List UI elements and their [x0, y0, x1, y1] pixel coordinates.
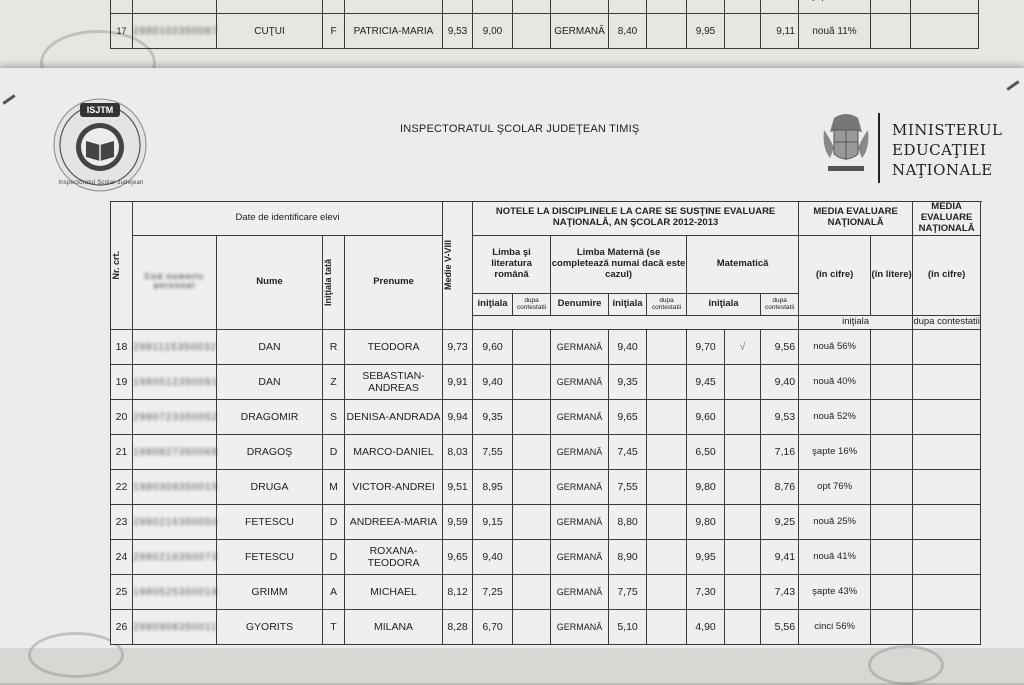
lm-denumire-cell: GERMANĂ	[551, 574, 609, 609]
lm-denumire-cell: GERMANĂ	[551, 504, 609, 539]
initiala-cell: T	[323, 609, 345, 644]
ministry-divider	[878, 113, 880, 183]
media-cifre-cell: 9,25	[761, 504, 799, 539]
media-litere-cell: nouă 56%	[799, 329, 871, 364]
header-media-en-dupa: MEDIA EVALUARE NAŢIONALĂ	[913, 202, 981, 236]
previous-page-table	[110, 0, 979, 49]
media-cifre-cell: 9,40	[761, 364, 799, 399]
coat-of-arms-icon	[816, 108, 876, 180]
lm-dupa-cell	[647, 364, 687, 399]
media-cifre-cell: 9,56	[761, 329, 799, 364]
lm-initiala-cell: 8,80	[609, 504, 647, 539]
header-mate-initiala: iniţiala	[687, 293, 761, 315]
header-date-identificare: Date de identificare elevi	[133, 202, 443, 236]
ministry-name: MINISTERUL EDUCAŢIEI NAŢIONALE	[892, 121, 1003, 179]
lm-dupa-cell	[647, 609, 687, 644]
media-cifre-dupa-cell	[871, 434, 913, 469]
table-row	[111, 329, 981, 364]
lr-dupa-cell	[513, 434, 551, 469]
media-cifre-dupa-cell	[871, 539, 913, 574]
nume-cell: FETESCU	[217, 539, 323, 574]
prenume-cell: MILANA	[345, 609, 443, 644]
medie-cell: 8,03	[443, 434, 473, 469]
header-initiala-media: iniţiala	[799, 315, 913, 329]
mate-dupa-cell	[725, 574, 761, 609]
medie-cell: 9,94	[443, 399, 473, 434]
grades-table	[110, 201, 981, 645]
lr-dupa-cell	[513, 574, 551, 609]
mate-initiala-cell: 9,70	[687, 329, 725, 364]
lm-initiala-cell: 9,40	[609, 329, 647, 364]
lm-denumire-cell: GERMANĂ	[551, 469, 609, 504]
lm-initiala-cell: 5,10	[609, 609, 647, 644]
medie-cell: 9,91	[443, 364, 473, 399]
prenume-cell: DENISA-ANDRADA	[345, 399, 443, 434]
mate-dupa-cell: √	[725, 329, 761, 364]
lr-initiala-cell: 9,40	[473, 539, 513, 574]
media-litere-dupa-cell	[913, 469, 981, 504]
row-number: 22	[111, 469, 133, 504]
prenume-cell: TEODORA	[345, 329, 443, 364]
lr-initiala-cell: 9,60	[473, 329, 513, 364]
header-nume: Nume	[217, 235, 323, 329]
mate-initiala-cell: 9,80	[687, 504, 725, 539]
cnp-cell: 2980908350011	[133, 609, 217, 644]
media-cifre-cell: 5,56	[761, 609, 799, 644]
nume-cell: DAN	[217, 364, 323, 399]
media-litere-cell: şapte 16%	[799, 434, 871, 469]
media-litere-dupa-cell	[913, 574, 981, 609]
media-litere-cell: nouă 25%	[799, 504, 871, 539]
lm-denumire-cell: GERMANĂ	[551, 434, 609, 469]
mate-initiala-cell: 9,60	[687, 399, 725, 434]
lr-dupa-cell	[513, 399, 551, 434]
mate-initiala-cell: 9,45	[687, 364, 725, 399]
media-litere-cell: şapte 43%	[799, 574, 871, 609]
media-litere-cell: cinci 56%	[799, 609, 871, 644]
lr-initiala-cell: 7,25	[473, 574, 513, 609]
lm-denumire-cell: GERMANĂ	[551, 609, 609, 644]
media-litere-cell: opt 76%	[799, 469, 871, 504]
medie-cell: 9,65	[443, 539, 473, 574]
header-limba-materna: Limba Maternă (se completează numai dacă este cazul)	[551, 235, 687, 293]
mate-dupa-cell	[725, 399, 761, 434]
lr-initiala-cell: 9,15	[473, 504, 513, 539]
cnp-cell: 1980525350018	[133, 574, 217, 609]
cnp-cell: 1980512350091	[133, 364, 217, 399]
header-media-en: MEDIA EVALUARE NAŢIONALĂ	[799, 202, 913, 236]
media-cifre-cell: 8,76	[761, 469, 799, 504]
lr-initiala-cell: 9,35	[473, 399, 513, 434]
header-lm-initiala: iniţiala	[609, 293, 647, 315]
nume-cell: FETESCU	[217, 504, 323, 539]
logo-ring-text: Inspectoratul Şcolar Judeţean	[58, 180, 144, 186]
logo-label: ISJTM	[86, 105, 114, 115]
cnp-cell: 2980216350073	[133, 539, 217, 574]
header-dupa-contestatii: dupa contestatii	[913, 315, 981, 329]
header-limba-romana: Limba şi literatura română	[473, 235, 551, 293]
header-medie: Medie V-VIII	[443, 202, 473, 330]
lm-initiala-cell: 7,75	[609, 574, 647, 609]
lm-dupa-cell	[647, 539, 687, 574]
table-row: 17 2980102350087 CUŢUI F PATRICIA-MARIA 9,53 9,00 GERMANĂ 8,40 9,95 9,11 nouă 11%	[111, 14, 979, 49]
mate-dupa-cell	[725, 539, 761, 574]
header-lm-dupa: dupa contestatii	[647, 293, 687, 315]
row-number: 20	[111, 399, 133, 434]
media-litere-dupa-cell	[913, 364, 981, 399]
lr-dupa-cell	[513, 609, 551, 644]
table-row	[111, 609, 981, 644]
lm-initiala-cell: 8,90	[609, 539, 647, 574]
media-cifre-dupa-cell	[871, 364, 913, 399]
header-note-discipline: NOTELE LA DISCIPLINELE LA CARE SE SUSŢINE EVALUARE NAŢIONALĂ, AN ŞCOLAR 2012-2013	[473, 202, 799, 236]
cnp-cell: 2980216350050	[133, 504, 217, 539]
table-row	[111, 574, 981, 609]
media-cifre-cell: 7,16	[761, 434, 799, 469]
header-in-cifre-dupa: (în cifre)	[913, 235, 981, 315]
mate-dupa-cell	[725, 609, 761, 644]
header-matematica: Matematică	[687, 235, 799, 293]
table-row	[111, 364, 981, 399]
nume-cell: GYORITS	[217, 609, 323, 644]
medie-cell: 8,12	[443, 574, 473, 609]
row-number: 24	[111, 539, 133, 574]
row-number: 23	[111, 504, 133, 539]
medie-cell: 8,28	[443, 609, 473, 644]
header-in-cifre: (în cifre)	[799, 235, 871, 315]
cnp-cell: 1980827350068	[133, 434, 217, 469]
lm-denumire-cell: GERMANĂ	[551, 399, 609, 434]
medie-cell: 9,59	[443, 504, 473, 539]
mate-dupa-cell	[725, 504, 761, 539]
row-number: 19	[111, 364, 133, 399]
row-number: 21	[111, 434, 133, 469]
media-litere-dupa-cell	[913, 399, 981, 434]
lr-dupa-cell	[513, 504, 551, 539]
mate-dupa-cell	[725, 469, 761, 504]
mate-dupa-cell	[725, 364, 761, 399]
mate-initiala-cell: 6,50	[687, 434, 725, 469]
media-litere-cell: nouă 40%	[799, 364, 871, 399]
lr-initiala-cell: 6,70	[473, 609, 513, 644]
lr-dupa-cell	[513, 329, 551, 364]
table-row	[111, 0, 979, 14]
mate-initiala-cell: 9,95	[687, 539, 725, 574]
lr-initiala-cell: 7,55	[473, 434, 513, 469]
mate-dupa-cell	[725, 434, 761, 469]
header-in-litere: (în litere)	[871, 235, 913, 315]
media-litere-dupa-cell	[913, 434, 981, 469]
media-cifre-dupa-cell	[871, 469, 913, 504]
header-nr-crt: Nr. crt.	[111, 202, 133, 330]
table-row	[111, 434, 981, 469]
medie-cell: 9,51	[443, 469, 473, 504]
media-cifre-dupa-cell	[871, 504, 913, 539]
lm-dupa-cell	[647, 574, 687, 609]
media-cifre-cell: 7,43	[761, 574, 799, 609]
lm-dupa-cell	[647, 469, 687, 504]
lr-dupa-cell	[513, 469, 551, 504]
cnp-cell: 1980309350015	[133, 469, 217, 504]
mate-initiala-cell: 9,80	[687, 469, 725, 504]
media-litere-cell: nouă 41%	[799, 539, 871, 574]
table-row	[111, 399, 981, 434]
table-row	[111, 504, 981, 539]
nume-cell: DRUGA	[217, 469, 323, 504]
mate-initiala-cell: 7,30	[687, 574, 725, 609]
lm-initiala-cell: 7,45	[609, 434, 647, 469]
previous-page-sheet	[0, 0, 1024, 68]
prenume-cell: VICTOR-ANDREI	[345, 469, 443, 504]
media-litere-cell: nouă 52%	[799, 399, 871, 434]
lm-initiala-cell: 7,55	[609, 469, 647, 504]
nume-cell: DRAGOŞ	[217, 434, 323, 469]
initiala-cell: D	[323, 434, 345, 469]
media-litere-dupa-cell	[913, 329, 981, 364]
media-cifre-cell: 9,53	[761, 399, 799, 434]
lm-dupa-cell	[647, 434, 687, 469]
header-cod-numeric: Cod numeric personal	[133, 235, 217, 329]
initiala-cell: A	[323, 574, 345, 609]
initiala-cell: D	[323, 504, 345, 539]
cnp-cell: 2980723350052	[133, 399, 217, 434]
header-lr-initiala: iniţiala	[473, 293, 513, 315]
media-litere-dupa-cell	[913, 504, 981, 539]
initiala-cell: Z	[323, 364, 345, 399]
lm-dupa-cell	[647, 329, 687, 364]
media-litere-dupa-cell	[913, 609, 981, 644]
lr-dupa-cell	[513, 364, 551, 399]
prenume-cell: MICHAEL	[345, 574, 443, 609]
medie-cell: 9,73	[443, 329, 473, 364]
lm-initiala-cell: 9,35	[609, 364, 647, 399]
lr-initiala-cell: 9,40	[473, 364, 513, 399]
lm-denumire-cell: GERMANĂ	[551, 364, 609, 399]
prenume-cell: ROXANA-TEODORA	[345, 539, 443, 574]
faded-stamp	[868, 645, 944, 685]
header-denumire: Denumire	[551, 293, 609, 315]
cnp-cell: 2981115350032	[133, 329, 217, 364]
media-cifre-dupa-cell	[871, 609, 913, 644]
lm-denumire-cell: GERMANĂ	[551, 329, 609, 364]
media-cifre-dupa-cell	[871, 329, 913, 364]
lm-initiala-cell: 9,65	[609, 399, 647, 434]
row-number: 18	[111, 329, 133, 364]
lr-dupa-cell	[513, 539, 551, 574]
lm-dupa-cell	[647, 399, 687, 434]
initiala-cell: R	[323, 329, 345, 364]
prenume-cell: SEBASTIAN-ANDREAS	[345, 364, 443, 399]
lm-dupa-cell	[647, 504, 687, 539]
table-row	[111, 539, 981, 574]
media-cifre-cell: 9,41	[761, 539, 799, 574]
header-initiala-tata: Iniţiala tată	[323, 235, 345, 329]
nume-cell: GRIMM	[217, 574, 323, 609]
nume-cell: DAN	[217, 329, 323, 364]
media-cifre-dupa-cell	[871, 399, 913, 434]
page-title: INSPECTORATUL ŞCOLAR JUDEŢEAN TIMIŞ	[400, 123, 640, 135]
row-number: 25	[111, 574, 133, 609]
lr-initiala-cell: 8,95	[473, 469, 513, 504]
header-mate-dupa: dupa contestatii	[761, 293, 799, 315]
initiala-cell: S	[323, 399, 345, 434]
mate-initiala-cell: 4,90	[687, 609, 725, 644]
header-lr-dupa: dupa contestatii	[513, 293, 551, 315]
header-prenume: Prenume	[345, 235, 443, 329]
initiala-cell: M	[323, 469, 345, 504]
lm-denumire-cell: GERMANĂ	[551, 539, 609, 574]
prenume-cell: MARCO-DANIEL	[345, 434, 443, 469]
row-number: 26	[111, 609, 133, 644]
nume-cell: DRAGOMIR	[217, 399, 323, 434]
media-cifre-dupa-cell	[871, 574, 913, 609]
table-row	[111, 469, 981, 504]
media-litere-dupa-cell	[913, 539, 981, 574]
initiala-cell: D	[323, 539, 345, 574]
prenume-cell: ANDREEA-MARIA	[345, 504, 443, 539]
